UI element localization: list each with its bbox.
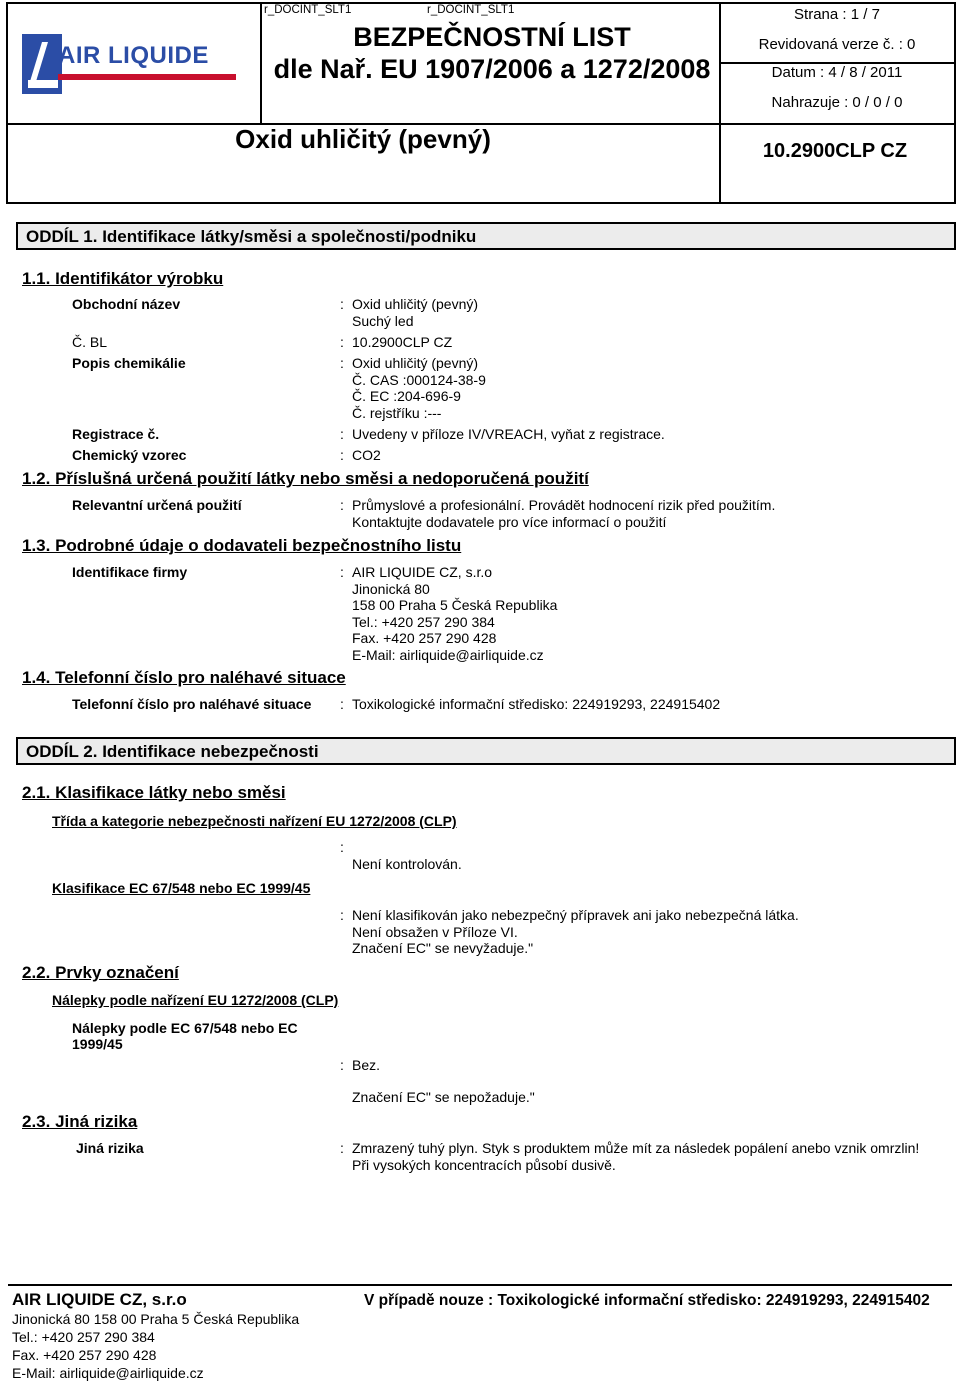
subsection-1-3: 1.3. Podrobné údaje o dodavateli bezpečnostního listu [22,536,462,555]
bl-label: Č. BL [72,334,108,350]
use-value: Průmyslové a profesionální. Provádět hodnocení rizik před použitím. Kontaktujte dodavatele pro více informací o použití [352,497,776,530]
sheet-title: BEZPEČNOSTNÍ LIST [353,22,631,52]
registration-value: Uvedeny v příloze IV/VREACH, vyňat z registrace. [352,426,665,442]
ec-class-value: Není klasifikován jako nebezpečný přípravek ani jako nebezpečná látka. Není obsažen v Příloze VI. Značení EC" se nevyžaduje." [352,907,799,956]
air-liquide-logo-icon [22,34,62,94]
trade-name-label: Obchodní název [72,296,181,312]
phone-label: Telefonní číslo pro naléhavé situace [72,696,312,712]
labels-ec-value: Bez. [352,1057,381,1073]
subsection-2-2: 2.2. Prvky označení [22,963,179,982]
footer-divider [8,1284,952,1286]
clp-class-label: Třída a kategorie nebezpečnosti nařízení EU 1272/2008 (CLP) [52,813,457,829]
subsection-1-2: 1.2. Příslušná určená použití látky nebo směsi a nedoporučená použití [22,469,589,488]
footer-company: AIR LIQUIDE CZ, s.r.o [12,1290,187,1309]
clp-class-value: Není kontrolován. [352,856,462,872]
header-divider [719,4,721,202]
logo-red-bar [58,74,236,80]
logo-text: AIR LIQUIDE [58,42,209,69]
product-code: 10.2900CLP CZ [762,140,908,162]
formula-value: CO2 [352,447,381,463]
section-2-title: ODDÍL 2. Identifikace nebezpečnosti [16,737,956,765]
footer-address: Jinonická 80 158 00 Praha 5 Česká Republika Tel.: +420 257 290 384 Fax. +420 257 290 428 E-Mail: airliquide@airliquide.cz [12,1311,300,1381]
use-label: Relevantní určená použití [72,497,242,513]
other-risks-value: Zmrazený tuhý plyn. Styk s produktem může mít za následek popálení anebo vznik omrzlin! Při vysokých koncentracích působí dusivě. [352,1140,920,1173]
replaces: Nahrazuje : 0 / 0 / 0 [771,94,903,111]
firm-label: Identifikace firmy [72,564,188,580]
subsection-2-3: 2.3. Jiná rizika [22,1112,138,1131]
subsection-2-1: 2.1. Klasifikace látky nebo směsi [22,783,286,802]
formula-label: Chemický vzorec [72,447,187,463]
phone-value: Toxikologické informační středisko: 224919293, 224915402 [352,696,721,712]
doc-id-left: r_DOCINT_SLT1 [264,4,352,16]
product-title: Oxid uhličitý (pevný) [235,124,491,154]
doc-id-right: r_DOCINT_SLT1 [427,4,515,16]
registration-label: Registrace č. [72,426,160,442]
labels-clp: Nálepky podle nařízení EU 1272/2008 (CLP) [52,992,339,1008]
regulation-title: dle Nař. EU 1907/2006 a 1272/2008 [273,54,711,84]
subsection-1-4: 1.4. Telefonní číslo pro naléhavé situace [22,668,346,687]
footer-emergency: V případě nouze : Toxikologické informační středisko: 224919293, 224915402 [364,1292,930,1309]
revision: Revidovaná verze č. : 0 [758,36,916,53]
chem-desc-value: Oxid uhličitý (pevný) Č. CAS :000124-38-9 Č. EC :204-696-9 Č. rejstříku :--- [352,355,486,421]
firm-value: AIR LIQUIDE CZ, s.r.o Jinonická 80 158 00 Praha 5 Česká Republika Tel.: +420 257 290 384 Fax. +420 257 290 428 E-Mail: airliquide@airliquide.cz [352,564,558,663]
page-number: Strana : 1 / 7 [794,6,880,23]
subsection-1-1: 1.1. Identifikátor výrobku [22,269,224,288]
ec-class-label: Klasifikace EC 67/548 nebo EC 1999/45 [52,880,311,896]
other-risks-label: Jiná rizika [76,1140,144,1156]
labels-ec-label: Nálepky podle EC 67/548 nebo EC 1999/45 [72,1020,298,1052]
trade-name-value: Oxid uhličitý (pevný) Suchý led [352,296,479,329]
section-1-title: ODDÍL 1. Identifikace látky/směsi a společnosti/podniku [16,222,956,250]
date: Datum : 4 / 8 / 2011 [771,64,903,81]
bl-value: 10.2900CLP CZ [352,334,453,350]
chem-desc-label: Popis chemikálie [72,355,186,371]
labels-ec-note: Značení EC" se nepožaduje." [352,1089,535,1105]
